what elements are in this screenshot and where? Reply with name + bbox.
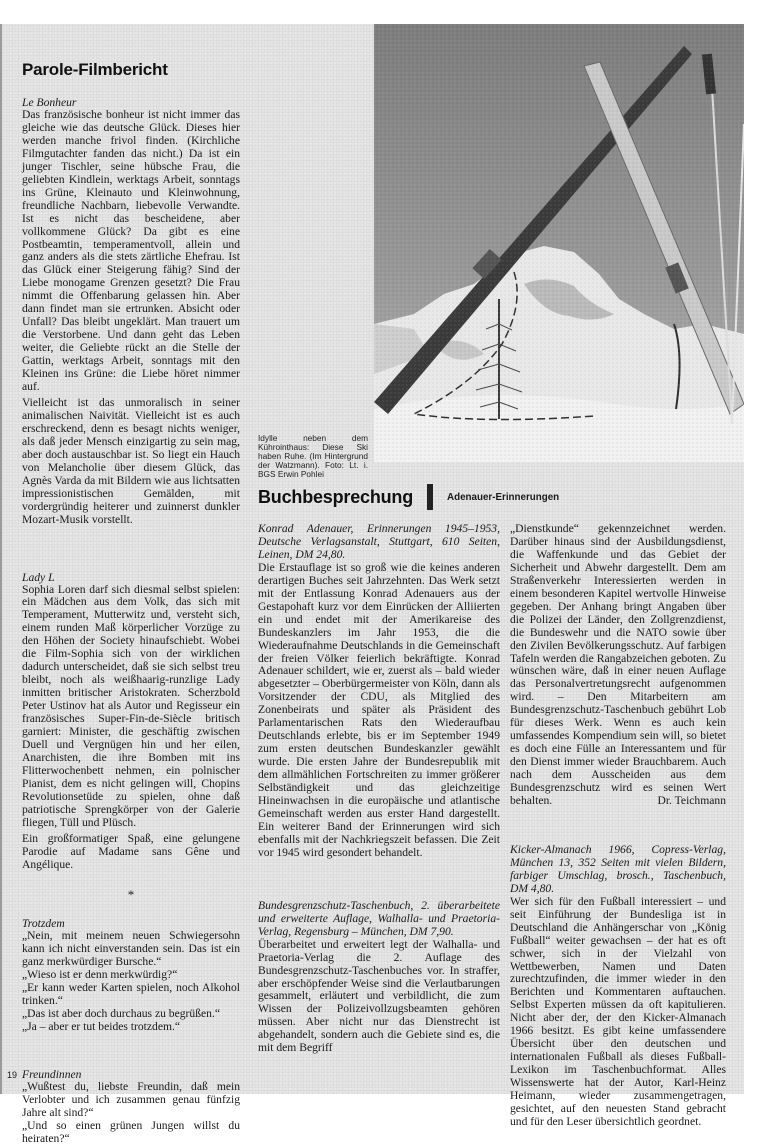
joke-trotzdem-line: „Das ist aber doch durchaus zu begrüßen.“ xyxy=(22,1007,220,1021)
section-separator-asterisk: * xyxy=(127,887,135,903)
review-le-bonheur-paragraph-1: Das französische bonheur ist nicht immer das gleiche wie das deutsche Glück. Dieses hier werden manche frivol finden. (Kirchliche Filmgutachter fanden das nicht.) Da ist ein junger Tischler, seine hübsche Frau, die geliebten Kindlein, werktags Arbeit, sonntags ins Grüne, Kleinauto und Kleinwohnung, freundliche Nachbarn, liebevolle Verwandte. Ist es nicht das bescheidene, aber vollkommene Glück? Da gibt es eine Postbeamtin, temperamentvoll, allein und ganz anders als die stets zärtliche Ehefrau. Ist das Glück einer Steigerung fähig? Sind der Liebe monogame Grenzen gesetzt? Die Frau nimmt die Offenbarung gelassen hin. Aber dann findet man sie ertrunken. Absicht oder Unfall? Das bleibt ungeklärt. Man trauert um die Verstorbene. Und dann geht das Leben weiter, die Geliebte rückt an die Stelle der Gattin, werktags Arbeit, sonntags mit den Kleinen ins Grüne: die Liebe höret nimmer auf. xyxy=(22,108,240,394)
joke-freundinnen-line: „Und so einen grünen Jungen willst du heiraten?“ xyxy=(22,1118,240,1145)
citation-adenauer: Konrad Adenauer, Erinnerungen 1945–1953, Deutsche Verlagsanstalt, Stuttgart, 610 Seiten, Leinen, DM 24,80. xyxy=(258,522,500,561)
joke-freundinnen-line: „Wußtest du, liebste Freundin, daß mein Verlobter und ich zusammen genau fünfzig Jahre alt sind?“ xyxy=(22,1080,240,1119)
review-bgs-body-part-1: Überarbeitet und erweitert legt der Walhalla- und Praetoria-Verlag die 2. Auflage des Bundesgrenzschutz-Taschenbuches vor. In straffer, aber erschöpfender Weise sind die Verlautbarungen gesammelt, erläutert und verbildlicht, die zum Wissen der Polizeivollzugsbeamten gehören müssen. Aber nicht nur das Dienstrecht ist abgehandelt, sondern auch die Gebiete sind es, die mit dem Begriff xyxy=(258,937,500,1055)
ski-photo-image xyxy=(374,24,744,462)
joke-title-trotzdem: Trotzdem xyxy=(22,917,65,931)
book-review-column-right xyxy=(510,523,726,1129)
book-review-subheading: Adenauer-Erinnerungen xyxy=(447,491,560,503)
joke-trotzdem-line: „Ja – aber er tut beides trotzdem.“ xyxy=(22,1020,181,1034)
photo-caption: Idylle neben dem Kührointhaus: Diese Ski haben Ruhe. (Im Hintergrund der Watzmann). Foto: Lt. i. BGS Erwin Pohlei xyxy=(258,433,368,480)
book-review-heading: Buchbesprechung xyxy=(258,486,414,507)
review-adenauer-body: Die Erstauflage ist so groß wie die keines anderen derartigen Buches seit Jahrzehnten. Das Werk setzt mit der Entlassung Konrad Adenauers aus der Gestapohaft kurz vor dem Einrücken der Alliierten ein und endet mit der Amerikareise des Bundeskanzlers im Jahr 1953, die die Wiederaufnahme Deutschlands in die Gemeinschaft der freien Völker feierlich bekräftigte. Konrad Adenauer schildert, wie er, zuerst als – bald wieder abgesetzter – Oberbürgermeister von Köln, dann als Vorsitzender der CDU, als Mitglied des Zonenbeirats und später als Präsident des Parlamentarischen Rats den Wiederaufbau Deutschlands erlebte, bis er im September 1949 zum ersten deutschen Bundeskanzler gewählt wurde. Die ersten Jahre der Bundesrepublik mit dem allmählichen Fortschreiten zu immer größerer Selbständigkeit und das gleichzeitige Hineinwachsen in die europäische und atlantische Gemeinschaft werden aus erster Hand dargestellt. Ein weiterer Band der Erinnerungen wird sich ebenfalls mit der Nachkriegszeit befassen. Die Zeit vor 1945 wird gesondert behandelt. xyxy=(258,560,500,859)
review-signature: Dr. Teichmann xyxy=(657,793,726,807)
joke-title-freundinnen: Freundinnen xyxy=(22,1068,82,1082)
joke-trotzdem-line: „Nein, mit meinem neuen Schwiegersohn kann ich nicht einverstanden sein. Das ist ein ganz merkwürdiger Bursche.“ xyxy=(22,929,240,969)
film-report-column xyxy=(22,96,240,1146)
review-lady-l-paragraph-1: Sophia Loren darf sich diesmal selbst spielen: ein Mädchen aus dem Volk, das sich mit Temperament, Mutterwitz und, versteht sich, einem runden Maß körperlicher Vorzüge zu den Höhen der Society hinaufschiebt. Wobei die Film-Sophia sich von der wirklichen dadurch unterscheidet, daß sie sich selbst treu bleibt, noch als weißhaarig-runzlige Lady inmitten britischer Aristokraten. Scherzbold Peter Ustinov hat als Autor und Regisseur ein französisches Super-Fin-de-Siècle britisch garniert: Minister, die geschäftig zwischen Duell und Vergnügen hin und her eilen, Anarchisten, die ihre Bomben mit ins Flitterwochenbett nehmen, ein polnischer Pianist, dem es nicht gelingen will, Chopins Revolutionsetüde zu spielen, ohne daß patriotische Sprengkörper von der Galerie fliegen, Tüll und Plüsch. xyxy=(22,582,240,829)
citation-kicker-almanach: Kicker-Almanach 1966, Copress-Verlag, München 13, 352 Seiten mit vielen Bildern, farbiger Umschlag, brosch., Taschenbuch, DM 4,80. xyxy=(510,842,726,895)
ski-photo xyxy=(374,24,744,462)
review-kicker-body: Wer sich für den Fußball interessiert – und seit Einführung der Bundesliga ist in Deutschland die Anhängerschar von „König Fußball“ weiter gewachsen – der hat es oft schwer, sich in der Vielzahl von Wettbewerben, Namen und Daten zurechtzufinden, die immer wieder in den Berichten und Kommentaren auftauchen. Selbst Experten müssen da oft kapitulieren. Nicht aber der, der den Kicker-Almanach 1966 besitzt. Es gibt keine umfassendere Übersicht über den deutschen und internationalen Fußball als dieses Fußball-Lexikon im Taschenbuchformat. Alles Wissenswerte hat der Autor, Karl-Heinz Heimann, wieder zusammengetragen, gesichtet, auf den neuesten Stand gebracht und für den Leser übersichtlich geordnet. xyxy=(510,894,726,1128)
header-divider-bar xyxy=(427,484,433,510)
page-number: 19 xyxy=(7,1070,18,1080)
book-review-header xyxy=(258,484,559,510)
review-le-bonheur-paragraph-2: Vielleicht ist das unmoralisch in seiner animalischen Naivität. Vielleicht ist es auch erschreckend, denn es besagt nichts weniger, als daß jeder Mensch einzigartig zu sein mag, aber doch austauschbar ist. So liegt ein Hauch von Melancholie über diesem Glück, das Agnès Varda da mit Bildern wie aus lichtsatten impressionistischen Gemälden, mit vordergründig heiterer und zuinnerst dunkler Mozart-Musik vorstellt. xyxy=(22,395,240,526)
review-lady-l-paragraph-2: Ein großformatiger Spaß, eine gelungene Parodie auf Madame sans Gêne und Angélique. xyxy=(22,831,240,871)
review-bgs-body-part-2: „Dienstkunde“ gekennzeichnet werden. Darüber hinaus sind der Ausbildungsdienst, die Waffenkunde und das Gebiet der Sicherheit und Abwehr dargestellt. Dem am Straßenverkehr Interessierten werden in einem besonderen Kapitel wertvolle Hinweise gegeben. Der Anhang bringt Angaben über die Polizei der Länder, den Zollgrenzdienst, die Bundeswehr und die NATO sowie über den Zivilen Bevölkerungsschutz. Auf farbigen Tafeln werden die Rangabzeichen geboten. Zu wünschen wäre, daß in einer neuen Auflage das Personalvertretungsrecht aufgenommen wird. – Den Mitarbeitern am Bundesgrenzschutz-Taschenbuch gebührt Lob für dieses Werk. Wenn es auch kein umfassendes Kompendium sein will, so bietet es doch eine Fülle an Interessantem und für den Dienst immer wieder Brauchbarem. Auch nach dem Ausscheiden aus dem Bundesgrenzschutz wird es seinen Wert behalten. xyxy=(510,522,726,808)
joke-trotzdem-line: „Er kann weder Karten spielen, noch Alkohol trinken.“ xyxy=(22,981,240,1008)
review-title-lady-l: Lady L xyxy=(22,570,55,584)
joke-trotzdem-line: „Wieso ist er denn merkwürdig?“ xyxy=(22,968,178,982)
magazine-page xyxy=(0,24,744,1145)
book-review-column-middle xyxy=(258,523,500,1055)
review-title-le-bonheur: Le Bonheur xyxy=(22,96,77,109)
film-report-heading: Parole-Filmbericht xyxy=(22,60,168,79)
citation-bgs-taschenbuch: Bundesgrenzschutz-Taschenbuch, 2. überarbeitete und erweiterte Auflage, Walhalla- und Praetoria-Verlag, Regensburg – München, DM 7,90. xyxy=(258,898,500,938)
